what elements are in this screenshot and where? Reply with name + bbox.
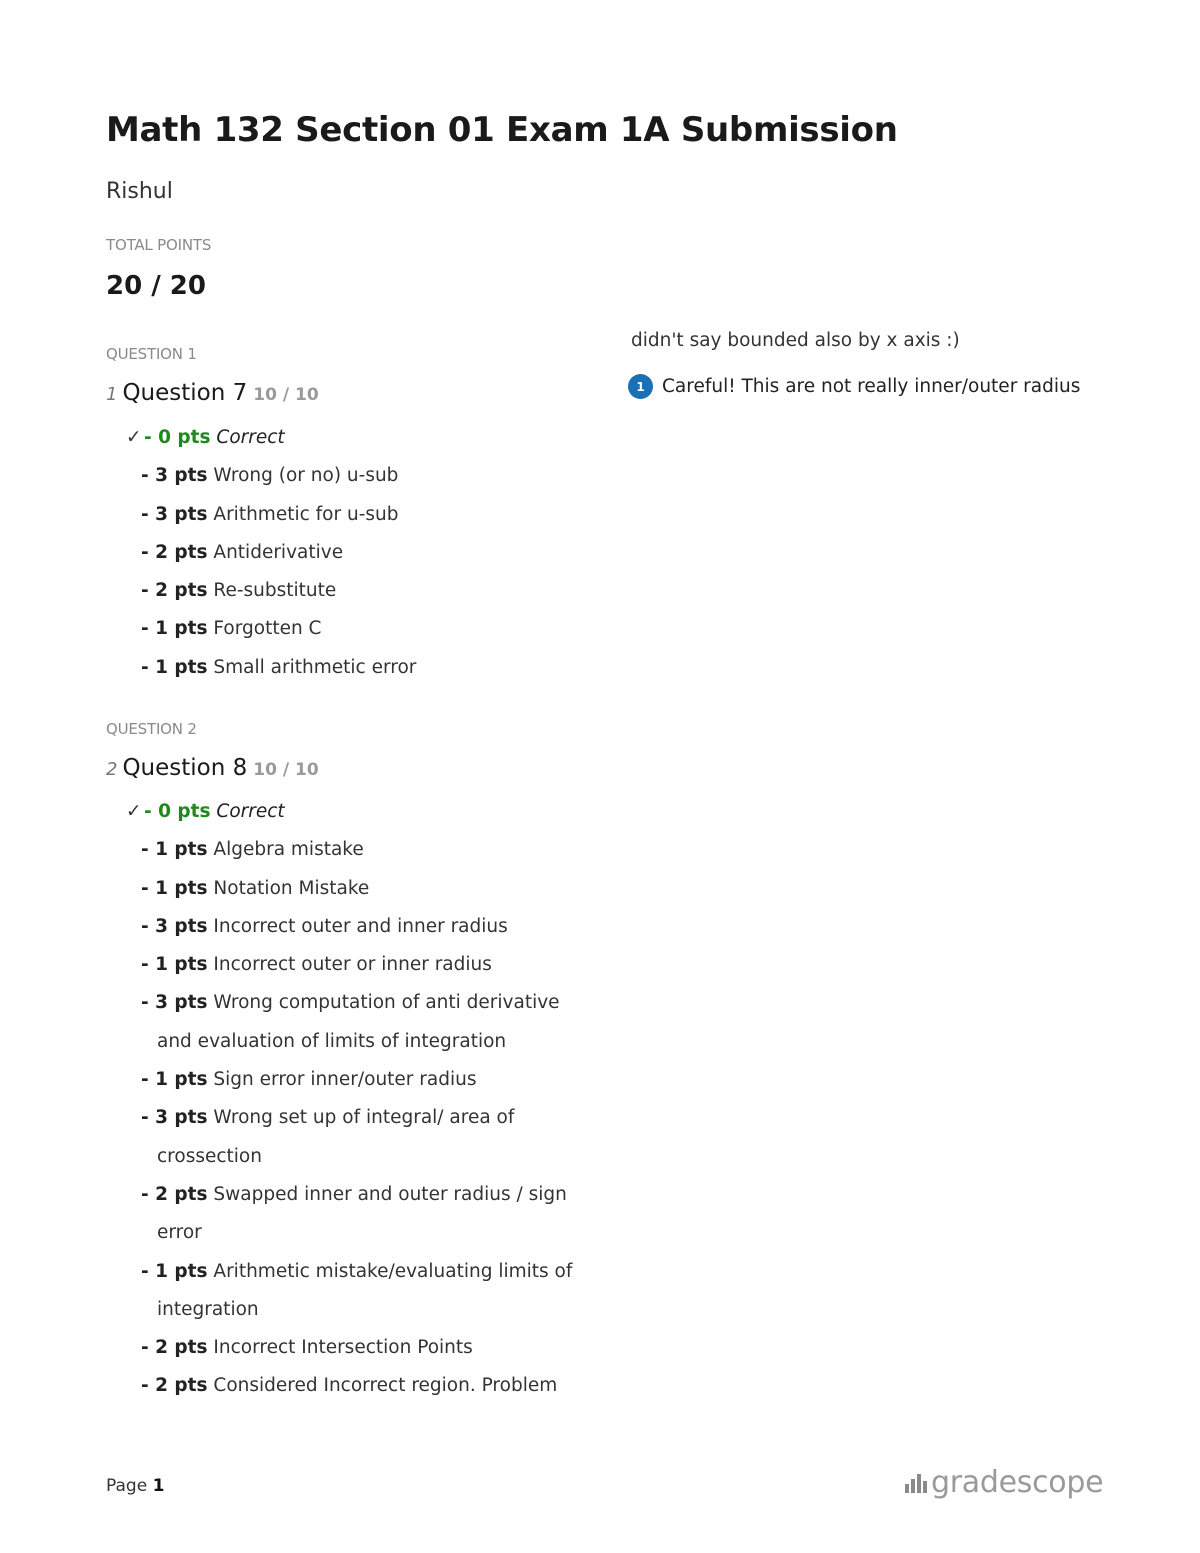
total-points-value: 20 / 20	[106, 271, 206, 301]
rubric-item	[141, 870, 576, 908]
rubric-description: Wrong set up of integral/ area of crossection	[157, 1107, 515, 1167]
rubric-description: Incorrect outer and inner radius	[213, 915, 508, 937]
rubric-description: Wrong (or no) u-sub	[213, 465, 399, 487]
rubric-points: - 3 pts	[141, 915, 208, 937]
question-1-number: 1	[106, 384, 118, 405]
rubric-points: - 2 pts	[141, 580, 208, 602]
checkmark-icon: ✓	[126, 427, 142, 448]
rubric-points: - 1 pts	[141, 618, 208, 640]
rubric-points: - 3 pts	[141, 1107, 208, 1129]
student-name: Rishul	[106, 179, 173, 204]
rubric-item	[141, 984, 576, 1061]
rubric-points: - 0 pts	[144, 801, 211, 822]
rubric-description: Arithmetic for u-sub	[213, 503, 399, 525]
rubric-description: Wrong computation of anti derivative and evaluation of limits of integration	[157, 992, 560, 1052]
page-title: Math 132 Section 01 Exam 1A Submission	[106, 110, 898, 150]
question-1-rubric	[126, 419, 576, 687]
rubric-item	[141, 649, 576, 687]
rubric-description: Correct	[216, 801, 285, 822]
rubric-item	[141, 1061, 576, 1099]
rubric-description: Incorrect Intersection Points	[213, 1337, 473, 1359]
question-2-rubric	[126, 793, 576, 1406]
rubric-item	[141, 1253, 576, 1330]
rubric-description: Re-substitute	[213, 580, 337, 602]
rubric-item	[141, 1099, 576, 1176]
rubric-item	[141, 534, 576, 572]
question-2-score: 10 / 10	[253, 760, 319, 780]
gradescope-bars-icon	[905, 1474, 927, 1493]
annotation-comment	[628, 374, 1080, 399]
rubric-points: - 0 pts	[144, 427, 211, 448]
page-label: Page	[106, 1476, 148, 1496]
rubric-description: Considered Incorrect region. Problem	[213, 1375, 558, 1397]
rubric-description: Algebra mistake	[213, 839, 364, 861]
question-2-title: Question 8	[122, 755, 248, 781]
question-1-score: 10 / 10	[253, 385, 319, 405]
rubric-description: Antiderivative	[213, 541, 344, 563]
rubric-item	[141, 496, 576, 534]
rubric-points: - 3 pts	[141, 992, 208, 1014]
rubric-points: - 1 pts	[141, 1260, 208, 1282]
annotation-number-badge: 1	[628, 374, 653, 399]
gradescope-logo	[905, 1466, 1103, 1500]
question-1-title: Question 7	[122, 380, 248, 406]
rubric-description: Incorrect outer or inner radius	[213, 954, 492, 976]
question-2-number: 2	[106, 759, 118, 780]
rubric-description: Swapped inner and outer radius / sign error	[157, 1183, 567, 1244]
rubric-item-applied	[126, 793, 576, 831]
page-number	[106, 1476, 164, 1496]
total-points-label: TOTAL POINTS	[106, 236, 212, 254]
grader-comment: didn't say bounded also by x axis :)	[631, 330, 960, 351]
rubric-item	[141, 1176, 576, 1253]
rubric-description: Small arithmetic error	[213, 656, 417, 678]
rubric-points: - 3 pts	[141, 465, 208, 487]
checkmark-icon: ✓	[126, 801, 142, 822]
rubric-item	[141, 572, 576, 610]
logo-text: gradescope	[931, 1465, 1104, 1500]
rubric-description: Forgotten C	[213, 618, 322, 640]
rubric-points: - 2 pts	[141, 1183, 208, 1205]
rubric-points: - 1 pts	[141, 877, 208, 899]
question-1-heading	[106, 380, 319, 406]
rubric-item	[141, 1367, 576, 1405]
rubric-item	[141, 831, 576, 869]
rubric-points: - 1 pts	[141, 1069, 208, 1091]
question-1-label: QUESTION 1	[106, 345, 197, 363]
rubric-item-applied	[126, 419, 576, 457]
rubric-description: Correct	[216, 427, 285, 448]
page-number-value: 1	[152, 1476, 165, 1496]
rubric-item	[141, 1329, 576, 1367]
rubric-points: - 2 pts	[141, 541, 208, 563]
rubric-points: - 3 pts	[141, 503, 208, 525]
rubric-item	[141, 946, 576, 984]
question-2-label: QUESTION 2	[106, 720, 197, 738]
rubric-item	[141, 610, 576, 648]
rubric-points: - 1 pts	[141, 954, 208, 976]
rubric-item	[141, 457, 576, 495]
rubric-description: Sign error inner/outer radius	[213, 1069, 477, 1091]
question-2-heading	[106, 755, 319, 781]
rubric-points: - 1 pts	[141, 656, 208, 678]
rubric-item	[141, 908, 576, 946]
rubric-points: - 2 pts	[141, 1337, 208, 1359]
annotation-text: Careful! This are not really inner/outer radius	[662, 376, 1081, 397]
rubric-points: - 1 pts	[141, 839, 208, 861]
rubric-description: Arithmetic mistake/evaluating limits of integration	[157, 1260, 573, 1320]
rubric-description: Notation Mistake	[213, 877, 370, 899]
rubric-points: - 2 pts	[141, 1375, 208, 1397]
